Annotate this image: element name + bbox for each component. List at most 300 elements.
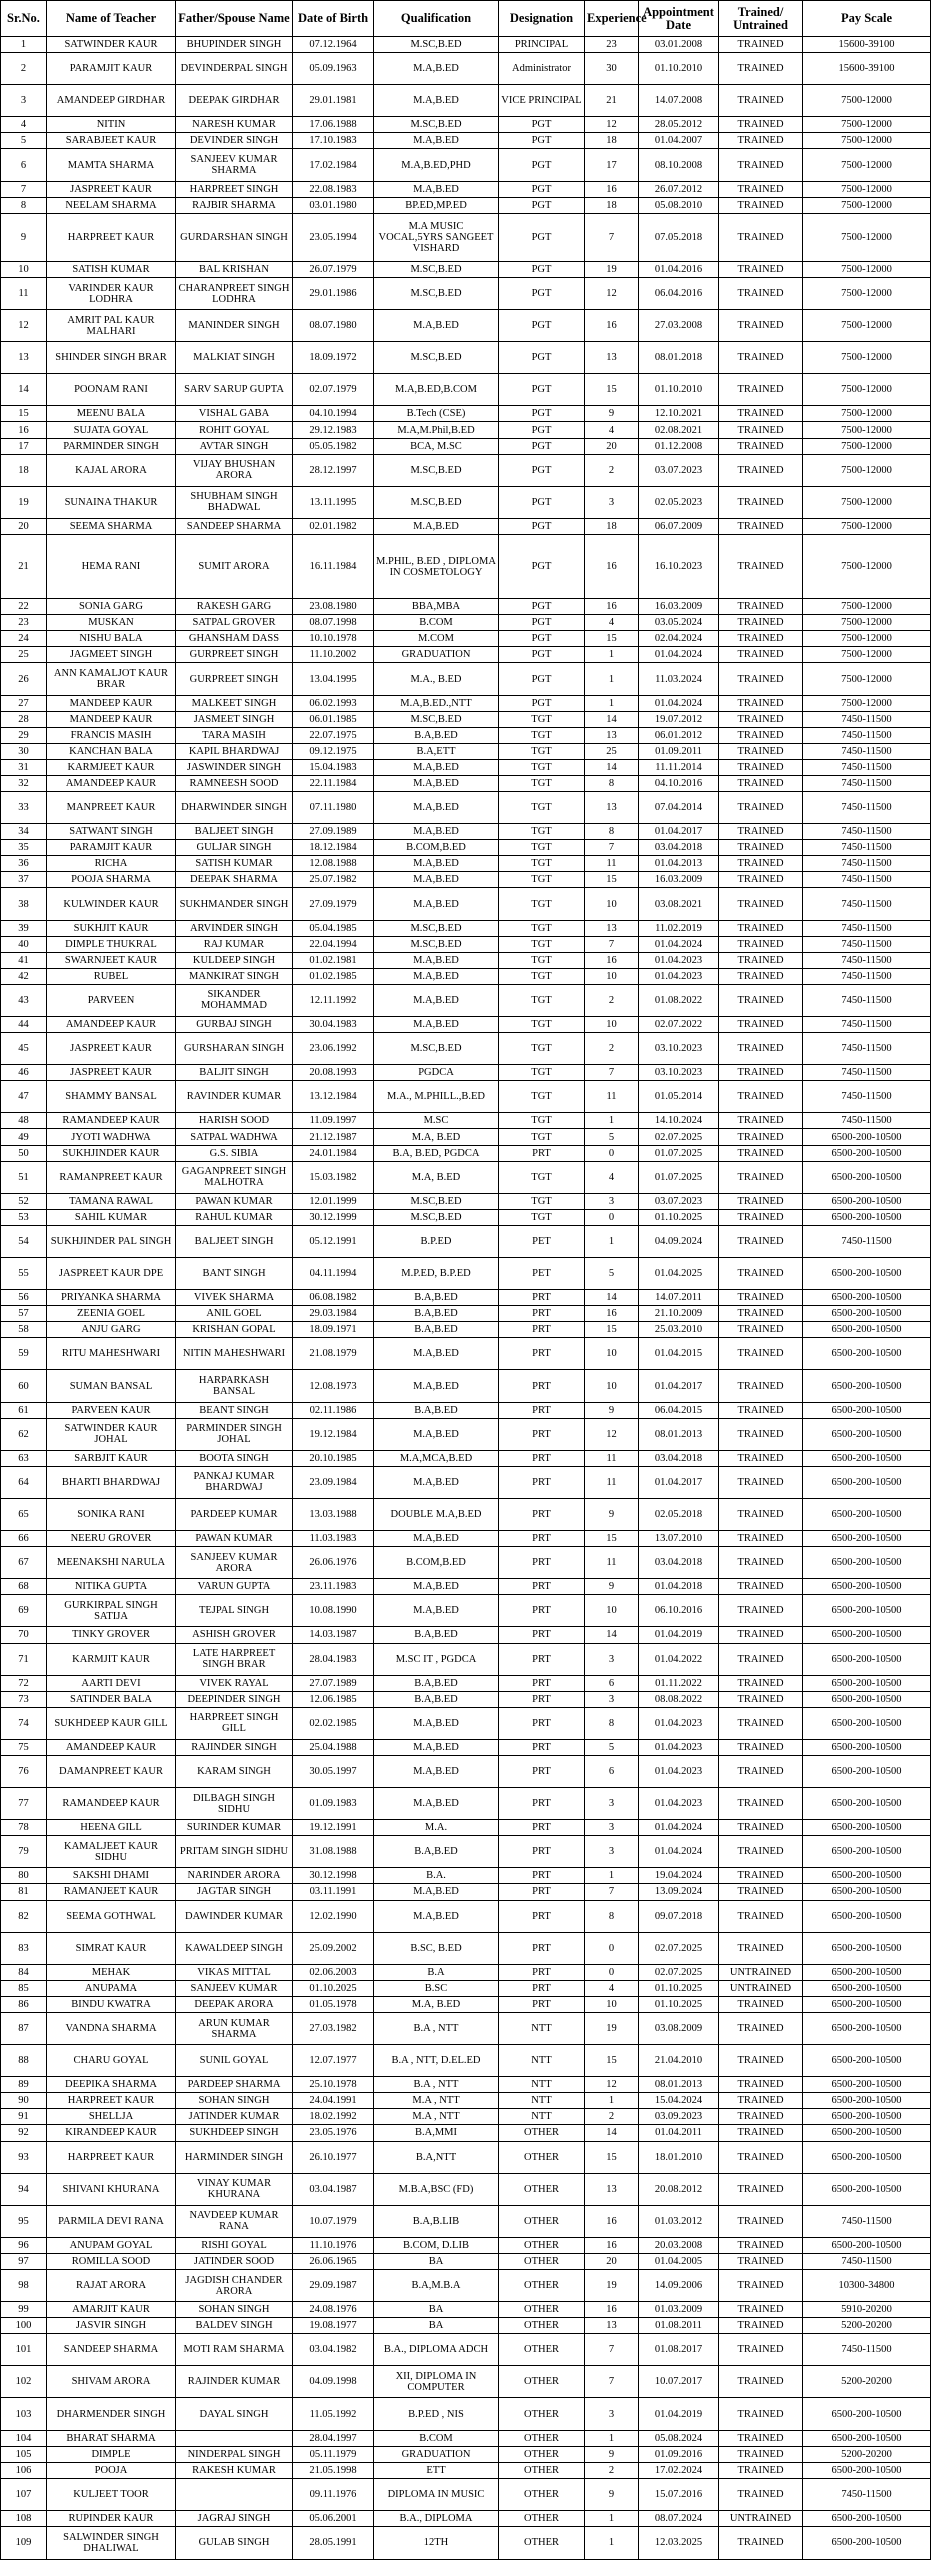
- cell-trained-status: TRAINED: [719, 2173, 803, 2205]
- cell-trained-status: TRAINED: [719, 984, 803, 1016]
- cell-sr-no: 91: [1, 2109, 47, 2125]
- cell-sr-no: 99: [1, 2302, 47, 2318]
- cell-teacher-name: HEMA RANI: [47, 534, 176, 598]
- cell-experience: 15: [585, 1322, 639, 1338]
- cell-sr-no: 83: [1, 1932, 47, 1964]
- cell-designation: PGT: [499, 277, 585, 309]
- cell-teacher-name: NEERU GROVER: [47, 1531, 176, 1547]
- cell-designation: PRT: [499, 1627, 585, 1643]
- cell-teacher-name: SONIA GARG: [47, 599, 176, 615]
- table-row: [1, 1707, 931, 1739]
- cell-appointment-date: 04.09.2024: [639, 1225, 719, 1257]
- cell-qualification: M.A., M.PHILL.,B.ED: [374, 1081, 499, 1113]
- cell-sr-no: 97: [1, 2253, 47, 2269]
- cell-qualification: B.A,B.ED: [374, 1627, 499, 1643]
- cell-father-spouse-name: SIKANDER MOHAMMAD: [176, 984, 293, 1016]
- cell-experience: 2: [585, 2462, 639, 2478]
- cell-experience: 30: [585, 53, 639, 85]
- cell-trained-status: TRAINED: [719, 1675, 803, 1691]
- cell-father-spouse-name: GURDARSHAN SINGH: [176, 213, 293, 261]
- cell-teacher-name: SHIVAM ARORA: [47, 2366, 176, 2398]
- cell-sr-no: 103: [1, 2398, 47, 2430]
- cell-father-spouse-name: BHUPINDER SINGH: [176, 37, 293, 53]
- cell-father-spouse-name: NARESH KUMAR: [176, 117, 293, 133]
- cell-pay-scale: 10300-34800: [803, 2269, 931, 2301]
- cell-experience: 9: [585, 1402, 639, 1418]
- cell-date-of-birth: 01.02.1985: [293, 968, 374, 984]
- table-body: [1, 37, 931, 2560]
- cell-experience: 13: [585, 342, 639, 374]
- cell-experience: 1: [585, 2430, 639, 2446]
- table-row: [1, 1595, 931, 1627]
- cell-trained-status: TRAINED: [719, 631, 803, 647]
- cell-experience: 14: [585, 1290, 639, 1306]
- cell-experience: 3: [585, 1643, 639, 1675]
- cell-designation: OTHER: [499, 2141, 585, 2173]
- cell-trained-status: TRAINED: [719, 856, 803, 872]
- cell-appointment-date: 05.08.2010: [639, 197, 719, 213]
- cell-qualification: M.A MUSIC VOCAL,5YRS SANGEET VISHARD: [374, 213, 499, 261]
- cell-designation: TGT: [499, 1033, 585, 1065]
- cell-pay-scale: 6500-200-10500: [803, 1691, 931, 1707]
- cell-qualification: M.A,B.ED: [374, 1755, 499, 1787]
- cell-sr-no: 34: [1, 824, 47, 840]
- header-experience: Experience: [585, 1, 639, 37]
- cell-qualification: M.A,B.ED: [374, 792, 499, 824]
- cell-father-spouse-name: HARISH SOOD: [176, 1113, 293, 1129]
- cell-father-spouse-name: DEEPAK SHARMA: [176, 872, 293, 888]
- cell-experience: 16: [585, 310, 639, 342]
- cell-designation: NTT: [499, 2109, 585, 2125]
- cell-appointment-date: 01.09.2011: [639, 743, 719, 759]
- cell-sr-no: 53: [1, 1209, 47, 1225]
- cell-sr-no: 81: [1, 1884, 47, 1900]
- cell-appointment-date: 19.07.2012: [639, 711, 719, 727]
- cell-qualification: M.A,B.ED,PHD: [374, 149, 499, 181]
- cell-qualification: M.SC,B.ED: [374, 1033, 499, 1065]
- cell-qualification: B.A,B.ED: [374, 1691, 499, 1707]
- cell-appointment-date: 06.10.2016: [639, 1595, 719, 1627]
- cell-designation: TGT: [499, 856, 585, 872]
- cell-date-of-birth: 13.04.1995: [293, 663, 374, 695]
- cell-appointment-date: 13.07.2010: [639, 1531, 719, 1547]
- cell-teacher-name: AMANDEEP GIRDHAR: [47, 85, 176, 117]
- cell-experience: 7: [585, 1884, 639, 1900]
- cell-date-of-birth: 28.05.1991: [293, 2527, 374, 2560]
- cell-pay-scale: 6500-200-10500: [803, 2430, 931, 2446]
- cell-father-spouse-name: RAKESH GARG: [176, 599, 293, 615]
- cell-experience: 3: [585, 486, 639, 518]
- cell-father-spouse-name: ANIL GOEL: [176, 1306, 293, 1322]
- table-row: [1, 1466, 931, 1498]
- cell-designation: OTHER: [499, 2366, 585, 2398]
- cell-father-spouse-name: PARDEEP KUMAR: [176, 1498, 293, 1530]
- cell-sr-no: 38: [1, 888, 47, 920]
- table-row: [1, 1209, 931, 1225]
- cell-pay-scale: 6500-200-10500: [803, 1755, 931, 1787]
- cell-date-of-birth: 18.12.1984: [293, 840, 374, 856]
- cell-trained-status: TRAINED: [719, 1065, 803, 1081]
- cell-pay-scale: 6500-200-10500: [803, 1498, 931, 1530]
- cell-designation: PRT: [499, 1739, 585, 1755]
- cell-date-of-birth: 17.02.1984: [293, 149, 374, 181]
- cell-teacher-name: SUKHJIT KAUR: [47, 920, 176, 936]
- cell-designation: NTT: [499, 2012, 585, 2044]
- cell-date-of-birth: 10.07.1979: [293, 2205, 374, 2237]
- header-father-spouse-name: Father/Spouse Name: [176, 1, 293, 37]
- table-row: [1, 1980, 931, 1996]
- cell-date-of-birth: 17.06.1988: [293, 117, 374, 133]
- cell-appointment-date: 14.07.2008: [639, 85, 719, 117]
- cell-father-spouse-name: GURPREET SINGH: [176, 663, 293, 695]
- cell-qualification: BBA,MBA: [374, 599, 499, 615]
- table-row: [1, 631, 931, 647]
- table-row: [1, 711, 931, 727]
- cell-designation: PGT: [499, 422, 585, 438]
- cell-qualification: M.SC IT , PGDCA: [374, 1643, 499, 1675]
- cell-trained-status: TRAINED: [719, 149, 803, 181]
- cell-experience: 9: [585, 1498, 639, 1530]
- cell-sr-no: 17: [1, 438, 47, 454]
- cell-father-spouse-name: SANJEEV KUMAR SHARMA: [176, 149, 293, 181]
- cell-sr-no: 6: [1, 149, 47, 181]
- cell-experience: 12: [585, 117, 639, 133]
- cell-designation: TGT: [499, 968, 585, 984]
- cell-designation: TGT: [499, 1113, 585, 1129]
- cell-pay-scale: 7450-11500: [803, 1017, 931, 1033]
- cell-designation: PRT: [499, 1322, 585, 1338]
- cell-qualification: M.A,B.ED: [374, 1707, 499, 1739]
- cell-trained-status: TRAINED: [719, 615, 803, 631]
- cell-father-spouse-name: SOHAN SINGH: [176, 2093, 293, 2109]
- cell-designation: PRT: [499, 1996, 585, 2012]
- cell-designation: PGT: [499, 695, 585, 711]
- cell-appointment-date: 06.04.2015: [639, 1402, 719, 1418]
- cell-father-spouse-name: JASMEET SINGH: [176, 711, 293, 727]
- cell-trained-status: TRAINED: [719, 438, 803, 454]
- cell-sr-no: 77: [1, 1788, 47, 1820]
- table-row: [1, 149, 931, 181]
- cell-pay-scale: 6500-200-10500: [803, 1450, 931, 1466]
- cell-date-of-birth: 01.09.1983: [293, 1788, 374, 1820]
- cell-qualification: B.A, B.ED, PGDCA: [374, 1145, 499, 1161]
- cell-father-spouse-name: RAMNEESH SOOD: [176, 775, 293, 791]
- cell-father-spouse-name: HARPARKASH BANSAL: [176, 1370, 293, 1402]
- cell-sr-no: 56: [1, 1290, 47, 1306]
- cell-trained-status: TRAINED: [719, 2045, 803, 2077]
- cell-teacher-name: SEEMA GOTHWAL: [47, 1900, 176, 1932]
- cell-trained-status: TRAINED: [719, 1643, 803, 1675]
- cell-father-spouse-name: GURPREET SINGH: [176, 647, 293, 663]
- cell-experience: 2: [585, 2109, 639, 2125]
- cell-date-of-birth: 09.11.1976: [293, 2478, 374, 2510]
- cell-teacher-name: RAMANJEET KAUR: [47, 1884, 176, 1900]
- cell-pay-scale: 7500-12000: [803, 213, 931, 261]
- cell-sr-no: 70: [1, 1627, 47, 1643]
- cell-trained-status: TRAINED: [719, 968, 803, 984]
- cell-teacher-name: SUKHJINDER PAL SINGH: [47, 1225, 176, 1257]
- cell-experience: 10: [585, 1370, 639, 1402]
- cell-appointment-date: 01.04.2013: [639, 856, 719, 872]
- cell-father-spouse-name: ASHISH GROVER: [176, 1627, 293, 1643]
- cell-appointment-date: 14.10.2024: [639, 1113, 719, 1129]
- cell-appointment-date: 01.04.2023: [639, 1707, 719, 1739]
- cell-sr-no: 36: [1, 856, 47, 872]
- cell-designation: PRT: [499, 1707, 585, 1739]
- cell-sr-no: 60: [1, 1370, 47, 1402]
- cell-designation: TGT: [499, 1209, 585, 1225]
- cell-appointment-date: 12.03.2025: [639, 2527, 719, 2560]
- cell-teacher-name: HEENA GILL: [47, 1820, 176, 1836]
- cell-date-of-birth: 28.04.1997: [293, 2430, 374, 2446]
- cell-sr-no: 85: [1, 1980, 47, 1996]
- cell-designation: TGT: [499, 920, 585, 936]
- cell-appointment-date: 02.07.2025: [639, 1129, 719, 1145]
- cell-trained-status: TRAINED: [719, 2109, 803, 2125]
- cell-father-spouse-name: BANT SINGH: [176, 1258, 293, 1290]
- cell-date-of-birth: 05.05.1982: [293, 438, 374, 454]
- cell-experience: 18: [585, 133, 639, 149]
- cell-date-of-birth: 23.11.1983: [293, 1579, 374, 1595]
- table-row: [1, 261, 931, 277]
- table-row: [1, 2045, 931, 2077]
- cell-designation: PRT: [499, 1290, 585, 1306]
- cell-pay-scale: 7450-11500: [803, 759, 931, 775]
- cell-father-spouse-name: SUMIT ARORA: [176, 534, 293, 598]
- cell-trained-status: TRAINED: [719, 1306, 803, 1322]
- cell-pay-scale: 7500-12000: [803, 422, 931, 438]
- cell-experience: 13: [585, 792, 639, 824]
- cell-teacher-name: PARAMJIT KAUR: [47, 840, 176, 856]
- table-row: [1, 1338, 931, 1370]
- cell-date-of-birth: 25.10.1978: [293, 2077, 374, 2093]
- cell-father-spouse-name: SATPAL GROVER: [176, 615, 293, 631]
- cell-appointment-date: 01.04.2023: [639, 952, 719, 968]
- cell-pay-scale: 6500-200-10500: [803, 2527, 931, 2560]
- cell-experience: 15: [585, 1531, 639, 1547]
- cell-qualification: M.A,B.ED: [374, 1739, 499, 1755]
- cell-pay-scale: 6500-200-10500: [803, 2093, 931, 2109]
- table-row: [1, 454, 931, 486]
- cell-designation: TGT: [499, 840, 585, 856]
- table-row: [1, 2109, 931, 2125]
- cell-designation: Administrator: [499, 53, 585, 85]
- cell-trained-status: TRAINED: [719, 888, 803, 920]
- cell-date-of-birth: 21.05.1998: [293, 2462, 374, 2478]
- cell-teacher-name: SUJATA GOYAL: [47, 422, 176, 438]
- cell-father-spouse-name: MALKEET SINGH: [176, 695, 293, 711]
- cell-designation: PGT: [499, 197, 585, 213]
- cell-pay-scale: 7500-12000: [803, 181, 931, 197]
- cell-sr-no: 75: [1, 1739, 47, 1755]
- cell-teacher-name: VANDNA SHARMA: [47, 2012, 176, 2044]
- cell-appointment-date: 01.04.2024: [639, 695, 719, 711]
- cell-designation: TGT: [499, 743, 585, 759]
- cell-experience: 16: [585, 534, 639, 598]
- cell-date-of-birth: 09.12.1975: [293, 743, 374, 759]
- cell-father-spouse-name: HARMINDER SINGH: [176, 2141, 293, 2173]
- cell-appointment-date: 17.02.2024: [639, 2462, 719, 2478]
- cell-pay-scale: 6500-200-10500: [803, 1258, 931, 1290]
- cell-experience: 17: [585, 149, 639, 181]
- table-row: [1, 1081, 931, 1113]
- cell-experience: 14: [585, 759, 639, 775]
- cell-qualification: BA: [374, 2318, 499, 2334]
- cell-designation: TGT: [499, 1161, 585, 1193]
- cell-designation: PGT: [499, 133, 585, 149]
- cell-experience: 1: [585, 695, 639, 711]
- cell-appointment-date: 18.01.2010: [639, 2141, 719, 2173]
- cell-date-of-birth: 10.10.1978: [293, 631, 374, 647]
- table-row: [1, 422, 931, 438]
- cell-father-spouse-name: SUNIL GOYAL: [176, 2045, 293, 2077]
- cell-date-of-birth: 30.12.1998: [293, 1868, 374, 1884]
- cell-trained-status: TRAINED: [719, 743, 803, 759]
- cell-appointment-date: 01.10.2025: [639, 1209, 719, 1225]
- cell-appointment-date: 08.01.2013: [639, 1418, 719, 1450]
- cell-sr-no: 33: [1, 792, 47, 824]
- cell-pay-scale: 7450-11500: [803, 952, 931, 968]
- cell-trained-status: TRAINED: [719, 2093, 803, 2109]
- cell-sr-no: 5: [1, 133, 47, 149]
- cell-father-spouse-name: SANDEEP SHARMA: [176, 518, 293, 534]
- cell-trained-status: TRAINED: [719, 1258, 803, 1290]
- cell-trained-status: TRAINED: [719, 2269, 803, 2301]
- cell-qualification: B.A,MMI: [374, 2125, 499, 2141]
- cell-date-of-birth: 17.10.1983: [293, 133, 374, 149]
- cell-date-of-birth: 25.09.2002: [293, 1932, 374, 1964]
- cell-pay-scale: 7500-12000: [803, 695, 931, 711]
- cell-sr-no: 106: [1, 2462, 47, 2478]
- table-row: [1, 1129, 931, 1145]
- cell-designation: OTHER: [499, 2462, 585, 2478]
- cell-trained-status: TRAINED: [719, 1884, 803, 1900]
- cell-trained-status: TRAINED: [719, 2334, 803, 2366]
- cell-appointment-date: 12.10.2021: [639, 406, 719, 422]
- cell-designation: PRT: [499, 1402, 585, 1418]
- cell-date-of-birth: 12.11.1992: [293, 984, 374, 1016]
- cell-appointment-date: 16.03.2009: [639, 599, 719, 615]
- cell-experience: 8: [585, 824, 639, 840]
- cell-experience: 15: [585, 2045, 639, 2077]
- cell-pay-scale: 6500-200-10500: [803, 1209, 931, 1225]
- cell-designation: OTHER: [499, 2398, 585, 2430]
- cell-pay-scale: 6500-200-10500: [803, 1627, 931, 1643]
- cell-experience: 19: [585, 261, 639, 277]
- cell-experience: 0: [585, 1964, 639, 1980]
- cell-sr-no: 94: [1, 2173, 47, 2205]
- table-row: [1, 1820, 931, 1836]
- cell-experience: 4: [585, 615, 639, 631]
- cell-pay-scale: 5200-20200: [803, 2318, 931, 2334]
- cell-appointment-date: 01.07.2025: [639, 1161, 719, 1193]
- cell-qualification: M.A,B.ED: [374, 85, 499, 117]
- cell-designation: PGT: [499, 663, 585, 695]
- table-row: [1, 1900, 931, 1932]
- cell-sr-no: 49: [1, 1129, 47, 1145]
- table-row: [1, 1322, 931, 1338]
- cell-qualification: B.A , NTT: [374, 2012, 499, 2044]
- cell-father-spouse-name: SANJEEV KUMAR: [176, 1980, 293, 1996]
- cell-teacher-name: KARMJEET KAUR: [47, 759, 176, 775]
- cell-appointment-date: 01.04.2024: [639, 936, 719, 952]
- cell-trained-status: TRAINED: [719, 2527, 803, 2560]
- cell-date-of-birth: 22.08.1983: [293, 181, 374, 197]
- cell-designation: TGT: [499, 727, 585, 743]
- cell-pay-scale: 5910-20200: [803, 2302, 931, 2318]
- cell-trained-status: TRAINED: [719, 2446, 803, 2462]
- cell-pay-scale: 6500-200-10500: [803, 1836, 931, 1868]
- cell-designation: PGT: [499, 599, 585, 615]
- cell-pay-scale: 6500-200-10500: [803, 2237, 931, 2253]
- cell-experience: 1: [585, 2093, 639, 2109]
- cell-sr-no: 29: [1, 727, 47, 743]
- cell-teacher-name: KULJEET TOOR: [47, 2478, 176, 2510]
- cell-designation: PRT: [499, 1370, 585, 1402]
- cell-teacher-name: SALWINDER SINGH DHALIWAL: [47, 2527, 176, 2560]
- cell-trained-status: TRAINED: [719, 2253, 803, 2269]
- cell-qualification: B.COM: [374, 2430, 499, 2446]
- cell-father-spouse-name: BALJEET SINGH: [176, 824, 293, 840]
- cell-qualification: M.A,B.ED: [374, 1900, 499, 1932]
- cell-trained-status: TRAINED: [719, 197, 803, 213]
- cell-designation: OTHER: [499, 2430, 585, 2446]
- cell-date-of-birth: 13.12.1984: [293, 1081, 374, 1113]
- cell-date-of-birth: 11.03.1983: [293, 1531, 374, 1547]
- cell-sr-no: 2: [1, 53, 47, 85]
- cell-father-spouse-name: GULJAR SINGH: [176, 840, 293, 856]
- cell-designation: PRT: [499, 1788, 585, 1820]
- cell-sr-no: 22: [1, 599, 47, 615]
- cell-father-spouse-name: VIKAS MITTAL: [176, 1964, 293, 1980]
- cell-date-of-birth: 08.07.1980: [293, 310, 374, 342]
- cell-qualification: B.A , NTT: [374, 2077, 499, 2093]
- cell-qualification: M.SC,B.ED: [374, 117, 499, 133]
- cell-father-spouse-name: VIJAY BHUSHAN ARORA: [176, 454, 293, 486]
- cell-experience: 2: [585, 1033, 639, 1065]
- cell-appointment-date: 01.12.2008: [639, 438, 719, 454]
- cell-qualification: M.A,B.ED: [374, 1788, 499, 1820]
- cell-date-of-birth: 06.01.1985: [293, 711, 374, 727]
- cell-experience: 12: [585, 2077, 639, 2093]
- cell-teacher-name: GURKIRPAL SINGH SATIJA: [47, 1595, 176, 1627]
- cell-appointment-date: 01.10.2025: [639, 1980, 719, 1996]
- cell-pay-scale: 6500-200-10500: [803, 1547, 931, 1579]
- table-row: [1, 1755, 931, 1787]
- cell-trained-status: TRAINED: [719, 406, 803, 422]
- cell-father-spouse-name: ROHIT GOYAL: [176, 422, 293, 438]
- cell-trained-status: TRAINED: [719, 261, 803, 277]
- cell-date-of-birth: 03.04.1982: [293, 2334, 374, 2366]
- cell-appointment-date: 07.04.2014: [639, 792, 719, 824]
- cell-sr-no: 50: [1, 1145, 47, 1161]
- cell-trained-status: TRAINED: [719, 2125, 803, 2141]
- cell-sr-no: 84: [1, 1964, 47, 1980]
- table-row: [1, 695, 931, 711]
- cell-pay-scale: 6500-200-10500: [803, 1675, 931, 1691]
- cell-date-of-birth: 02.11.1986: [293, 1402, 374, 1418]
- cell-father-spouse-name: DAWINDER KUMAR: [176, 1900, 293, 1932]
- cell-qualification: B.COM, D.LIB: [374, 2237, 499, 2253]
- cell-pay-scale: 7500-12000: [803, 454, 931, 486]
- table-row: [1, 1643, 931, 1675]
- cell-designation: OTHER: [499, 2510, 585, 2526]
- cell-father-spouse-name: SANJEEV KUMAR ARORA: [176, 1547, 293, 1579]
- table-row: [1, 534, 931, 598]
- cell-father-spouse-name: SARV SARUP GUPTA: [176, 374, 293, 406]
- cell-date-of-birth: 30.04.1983: [293, 1017, 374, 1033]
- table-row: [1, 1113, 931, 1129]
